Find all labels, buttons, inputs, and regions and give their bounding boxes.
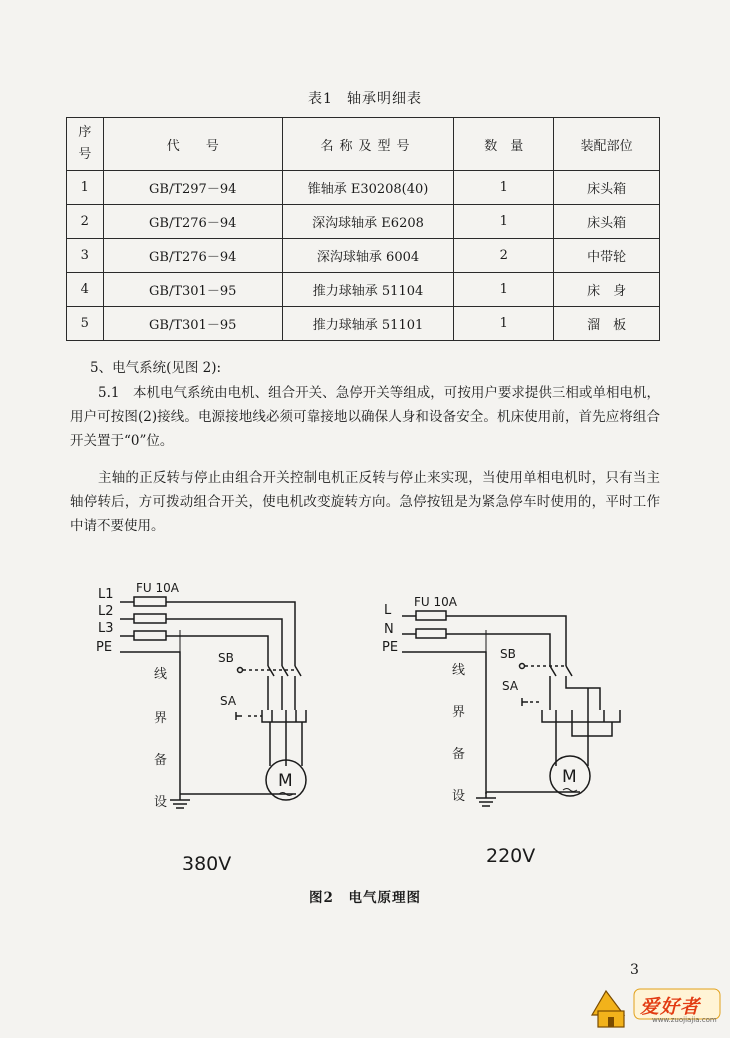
table-header-row [67, 118, 660, 171]
motor-label: M [562, 767, 577, 787]
cell-code: GB/T276－94 [103, 239, 282, 273]
cell-qty: 2 [454, 239, 554, 273]
paragraph-1: 5.1 本机电气系统由电机、组合开关、急停开关等组成，可按用户要求提供三相或单相电机，用户可按图(2)接线。电源接地线必须可靠接地以确保人身和设备安全。机床使用前，首先应将组合开关置于“0”位。 [70, 385, 660, 449]
cell-location: 床 身 [554, 273, 660, 307]
cell-location: 中带轮 [554, 239, 660, 273]
cell-name: 推力球轴承 51104 [282, 273, 454, 307]
sa-box [542, 710, 620, 722]
line-label-l3: L3 [98, 621, 114, 636]
wire-l2 [120, 619, 282, 666]
table-row [67, 239, 660, 273]
sa-label: SA [220, 694, 237, 708]
boundary-char-4: 设 [154, 795, 168, 810]
cell-no: 3 [67, 239, 104, 273]
fuse-n [416, 629, 446, 638]
header-qty: 数 量 [454, 118, 554, 171]
cell-location: 床头箱 [554, 205, 660, 239]
voltage-label: 220V [486, 845, 536, 867]
figure-caption: 图2 电气原理图 [309, 890, 421, 906]
sa-handle [522, 698, 528, 706]
header-no [67, 118, 104, 171]
cell-qty: 1 [454, 171, 554, 205]
sb-button [238, 668, 243, 673]
wire-l [402, 616, 566, 666]
cell-name: 深沟球轴承 6004 [282, 239, 454, 273]
motor-tilde [563, 789, 577, 792]
table-row [67, 307, 660, 341]
wire-pe [402, 652, 486, 794]
boundary-char-4: 设 [452, 789, 466, 804]
fuse-l [416, 611, 446, 620]
schematic-380v [96, 581, 306, 870]
sa-to-motor [556, 722, 612, 766]
cell-code: GB/T276－94 [103, 205, 282, 239]
cell-location: 床头箱 [554, 171, 660, 205]
boundary-char-2: 界 [452, 705, 466, 720]
boundary-char-3: 备 [154, 753, 168, 768]
cell-no: 2 [67, 205, 104, 239]
paragraph-2: 主轴的正反转与停止由组合开关控制电机正反转与停止来实现，当使用单相电机时，只有当主轴停转后，方可拨动组合开关，使电机改变旋转方向。急停按钮是为紧急停车时使用的，平时工作中请不要使用。 [70, 470, 660, 534]
table-row [67, 205, 660, 239]
logo-text: 爱好者 [640, 996, 701, 1018]
header-code: 代 号 [103, 118, 282, 171]
ground-symbol [170, 794, 296, 808]
table-caption [0, 88, 730, 108]
header-name: 名称及型号 [282, 118, 454, 171]
sb-label: SB [218, 651, 234, 665]
motor-label: M [278, 771, 293, 791]
voltage-label: 380V [182, 853, 232, 870]
fuse-label: FU 10A [136, 581, 179, 595]
header-no-bottom: 号 [78, 147, 92, 162]
page-number: 3 [630, 962, 639, 978]
fuse-3 [134, 631, 166, 640]
cell-code: GB/T301－95 [103, 273, 282, 307]
table-row [67, 273, 660, 307]
cell-no: 1 [67, 171, 104, 205]
cell-name: 推力球轴承 51101 [282, 307, 454, 341]
boundary-char-1: 线 [452, 663, 466, 678]
schematic-220v [382, 595, 620, 867]
line-label-pe: PE [382, 640, 399, 655]
cell-location: 溜 板 [554, 307, 660, 341]
sb-label: SB [500, 647, 516, 661]
sb-down [550, 676, 600, 710]
cell-name: 深沟球轴承 E6208 [282, 205, 454, 239]
line-label-pe: PE [96, 640, 113, 655]
section-title: 5、电气系统(见图 2): [90, 360, 222, 376]
sb-button [520, 664, 525, 669]
bearing-table [66, 117, 660, 341]
fuse-2 [134, 614, 166, 623]
line-label-l2: L2 [98, 604, 114, 619]
electrical-diagram [90, 570, 650, 870]
cell-name: 锥轴承 E30208(40) [282, 171, 454, 205]
cell-no: 4 [67, 273, 104, 307]
sa-label: SA [502, 679, 519, 693]
ground-symbol [476, 792, 580, 806]
sb-contacts [550, 666, 572, 676]
cell-no: 5 [67, 307, 104, 341]
line-label-l: L [384, 603, 392, 618]
sb-contacts [268, 666, 301, 676]
table-caption-title: 轴承明细表 [346, 91, 422, 107]
cell-code: GB/T301－95 [103, 307, 282, 341]
sa-box [262, 710, 306, 722]
header-location: 装配部位 [554, 118, 660, 171]
sb-down [268, 676, 295, 710]
header-no-top: 序 [78, 125, 92, 140]
boundary-char-3: 备 [452, 747, 466, 762]
table-row [67, 171, 660, 205]
wire-pe [120, 652, 180, 794]
cell-code: GB/T297－94 [103, 171, 282, 205]
fuse-1 [134, 597, 166, 606]
table-caption-prefix: 表1 [308, 91, 333, 107]
logo-url: www.zuojiajia.com [652, 1016, 717, 1024]
boundary-char-1: 线 [154, 667, 168, 682]
wire-n [402, 634, 550, 666]
line-label-n: N [384, 622, 394, 637]
fuse-label: FU 10A [414, 595, 457, 609]
cell-qty: 1 [454, 205, 554, 239]
sa-handle [236, 712, 242, 720]
line-label-l1: L1 [98, 587, 114, 602]
cell-qty: 1 [454, 273, 554, 307]
boundary-char-2: 界 [154, 711, 168, 726]
cell-qty: 1 [454, 307, 554, 341]
